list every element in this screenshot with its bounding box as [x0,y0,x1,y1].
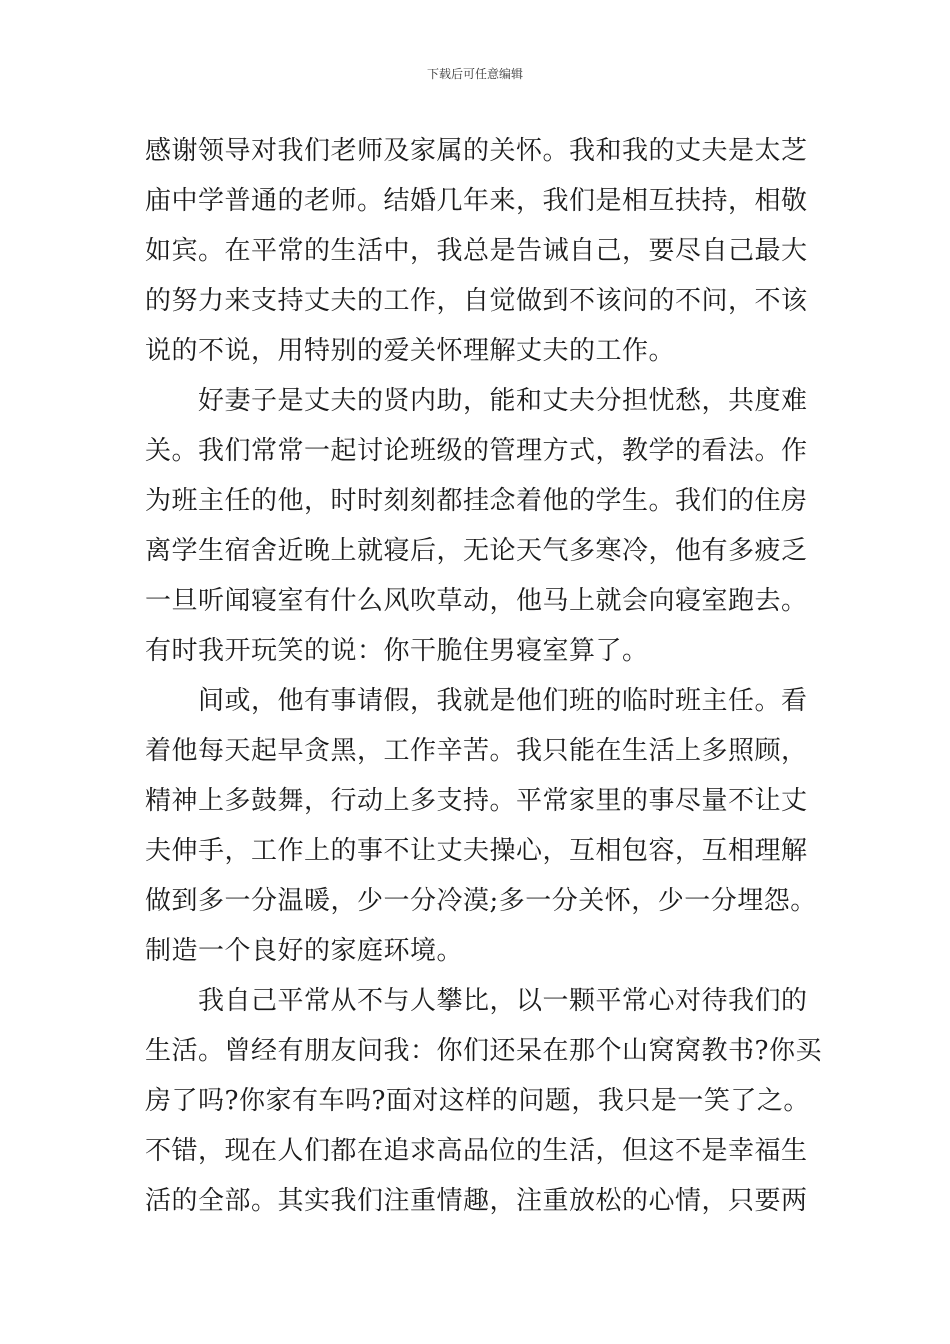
text-line: 庙中学普通的老师。结婚几年来，我们是相互扶持，相敬 [145,186,808,216]
text-line: 做到多一分温暖，少一分冷漠;多一分关怀，少一分埋怨。 [145,886,817,916]
text-line: 活的全部。其实我们注重情趣，注重放松的心情，只要两 [145,1186,808,1216]
paragraph-start-line: 好妻子是丈夫的贤内助，能和丈夫分担忧愁，共度难 [198,386,808,416]
text-line: 说的不说，用特别的爱关怀理解丈夫的工作。 [145,336,676,366]
text-line: 如宾。在平常的生活中，我总是告诫自己，要尽自己最大 [145,236,808,266]
text-line: 的努力来支持丈夫的工作，自觉做到不该问的不问，不该 [145,286,808,316]
text-line: 一旦听闻寝室有什么风吹草动，他马上就会向寝室跑去。 [145,586,808,616]
text-line: 精神上多鼓舞，行动上多支持。平常家里的事尽量不让丈 [145,786,808,816]
text-line: 感谢领导对我们老师及家属的关怀。我和我的丈夫是太芝 [145,136,808,166]
text-line: 制造一个良好的家庭环境。 [145,936,464,966]
document-body [145,126,822,1226]
header-note: 下载后可任意编辑 [426,67,523,81]
paragraph-start-line: 间或，他有事请假，我就是他们班的临时班主任。看 [198,686,808,716]
paragraph-start-line: 我自己平常从不与人攀比，以一颗平常心对待我们的 [198,986,808,1016]
text-line: 离学生宿舍近晚上就寝后，无论天气多寒冷，他有多疲乏 [145,536,808,566]
text-line: 着他每天起早贪黑，工作辛苦。我只能在生活上多照顾， [145,736,808,766]
text-line: 不错，现在人们都在追求高品位的生活，但这不是幸福生 [145,1136,808,1166]
text-line: 为班主任的他，时时刻刻都挂念着他的学生。我们的住房 [145,486,808,516]
text-line: 房了吗?你家有车吗?面对这样的问题，我只是一笑了之。 [145,1086,810,1116]
text-line: 夫伸手，工作上的事不让丈夫操心，互相包容，互相理解 [145,836,808,866]
text-line: 生活。曾经有朋友问我：你们还呆在那个山窝窝教书?你买 [145,1036,822,1066]
text-line: 关。我们常常一起讨论班级的管理方式，教学的看法。作 [145,436,808,466]
text-line: 有时我开玩笑的说：你干脆住男寝室算了。 [145,636,649,666]
